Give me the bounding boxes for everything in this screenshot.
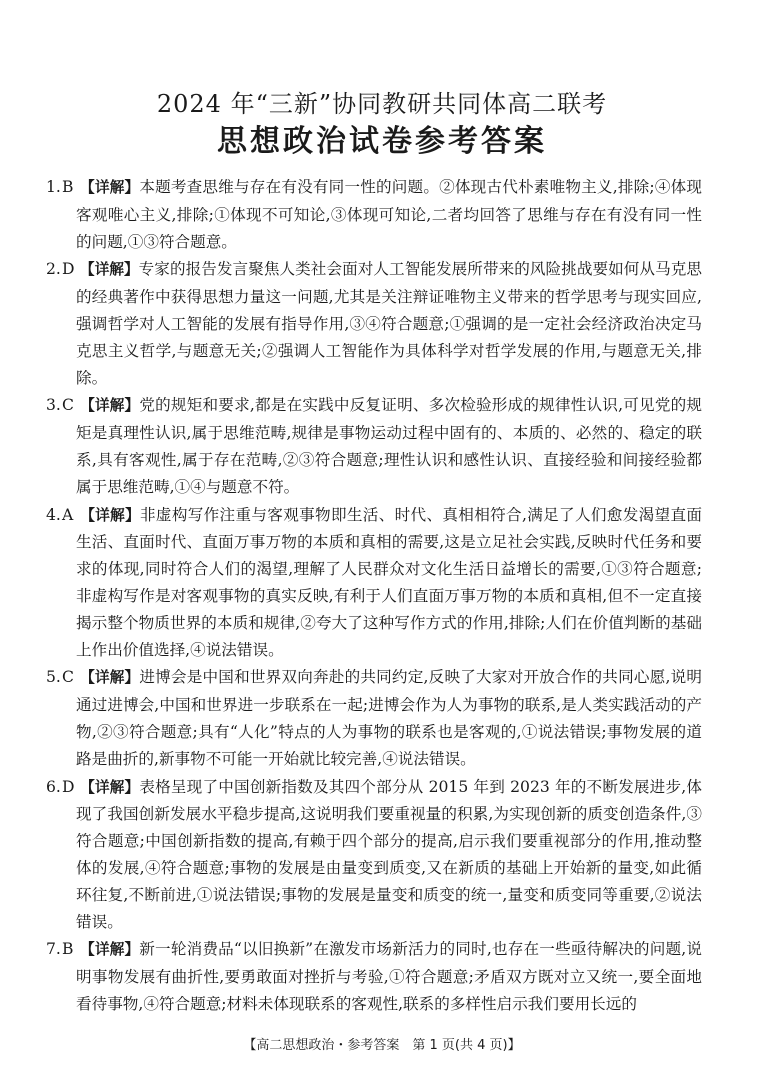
answer-letter: C	[62, 396, 74, 415]
explanation-tag: 【详解】	[80, 669, 140, 687]
explanation-tag: 【详解】	[80, 941, 140, 959]
question-item	[46, 774, 702, 936]
explanation-tag: 【详解】	[80, 778, 140, 796]
answer-letter: A	[62, 505, 74, 524]
explanation-text: 非虚构写作注重与客观事物即生活、时代、真相相符合,满足了人们愈发渴望直面生活、直面时代、直面万事万物的本质和真相的需要,这是立足社会实践,反映时代任务和要求的体现,同时符合人们的渴望,理解了人民群众对文化生活日益增长的需要,①③符合题意;非虚构写作是对客观事物的真实反映,有利于人们直面万事万物的本质和真相,但不一定直接揭示整个物质世界的本质和规律,②夸大了这种写作方式的作用,排除;人们在价值判断的基础上作出价值选择,④说法错误。	[76, 505, 702, 659]
explanation-text: 专家的报告发言聚焦人类社会面对人工智能发展所带来的风险挑战要如何从马克思的经典著作中获得思想力量这一问题,尤其是关注辩证唯物主义带来的哲学思考与现实回应,强调哲学对人工智能的发展有指导作用,③④符合题意;①强调的是一定社会经济政治决定马克思主义哲学,与题意无关;②强调人工智能作为具体科学对哲学发展的作用,与题意无关,排除。	[76, 260, 702, 387]
explanation-tag: 【详解】	[80, 261, 139, 279]
explanation-text: 表格呈现了中国创新指数及其四个部分从 2015 年到 2023 年的不断发展进步,体现了我国创新发展水平稳步提高,这说明我们要重视量的积累,为实现创新的质变创造条件,③符合题意;中国创新指数的提高,有赖于四个部分的提高,启示我们要重视部分的作用,推动整体的发展,④符合题意;事物的发展是由量变到质变,又在新质的基础上开始新的量变,如此循环往复,不断前进,①说法错误;事物的发展是量变和质变的统一,量变和质变同等重要,②说法错误。	[76, 777, 702, 931]
explanation-text: 进博会是中国和世界双向奔赴的共同约定,反映了大家对开放合作的共同心愿,说明通过进博会,中国和世界进一步联系在一起;进博会作为人为事物的联系,是人类实践活动的产物,②③符合题意;具有“人化”特点的人为事物的联系也是客观的,①说法错误;事物发展的道路是曲折的,新事物不可能一开始就比较完善,④说法错误。	[76, 668, 702, 768]
explanation-text: 本题考查思维与存在有没有同一性的问题。②体现古代朴素唯物主义,排除;④体现客观唯心主义,排除;①体现不可知论,③体现可知论,二者均回答了思维与存在有没有同一性的问题,①③符合题意。	[76, 178, 702, 251]
explanation-text: 新一轮消费品“以旧换新”在激发市场新活力的同时,也存在一些亟待解决的问题,说明事物发展有曲折性,要勇敢面对挫折与考验,①符合题意;矛盾双方既对立又统一,要全面地看待事物,④符合题意;材料未体现联系的客观性,联系的多样性启示我们要用长远的	[76, 940, 702, 1013]
explanation-tag: 【详解】	[80, 397, 140, 415]
explanation-text: 党的规矩和要求,都是在实践中反复证明、多次检验形成的规律性认识,可见党的规矩是真理性认识,属于思维范畴,规律是事物运动过程中固有的、本质的、必然的、稳定的联系,具有客观性,属于存在范畴,②③符合题意;理性认识和感性认识、直接经验和间接经验都属于思维范畴,①④与题意不符。	[76, 396, 702, 496]
question-number: 7.	[46, 940, 61, 959]
question-number: 4.	[46, 505, 61, 524]
explanation-tag: 【详解】	[80, 179, 140, 196]
question-number: 6.	[46, 777, 61, 796]
question-number: 2.	[46, 260, 61, 279]
answer-letter: B	[62, 178, 74, 196]
answer-letter: C	[62, 668, 74, 687]
question-item	[46, 664, 702, 772]
question-item	[46, 392, 702, 500]
question-list	[46, 174, 702, 1019]
explanation-tag: 【详解】	[80, 506, 140, 524]
exam-title: 2024 年“三新”协同教研共同体高二联考	[156, 90, 608, 118]
question-number: 1.	[46, 178, 61, 196]
answer-letter: D	[62, 777, 75, 796]
answer-key-title: 思想政治试卷参考答案	[217, 124, 547, 159]
question-item	[46, 256, 702, 391]
question-item	[46, 502, 702, 664]
answer-letter: D	[62, 260, 75, 279]
question-number: 3.	[46, 396, 61, 415]
question-item	[46, 936, 702, 1017]
page-footer: 【高二思想政治・参考答案 第 1 页(共 4 页)】	[243, 1038, 521, 1053]
question-item	[46, 174, 702, 255]
question-number: 5.	[46, 668, 61, 687]
answer-letter: B	[62, 940, 74, 959]
